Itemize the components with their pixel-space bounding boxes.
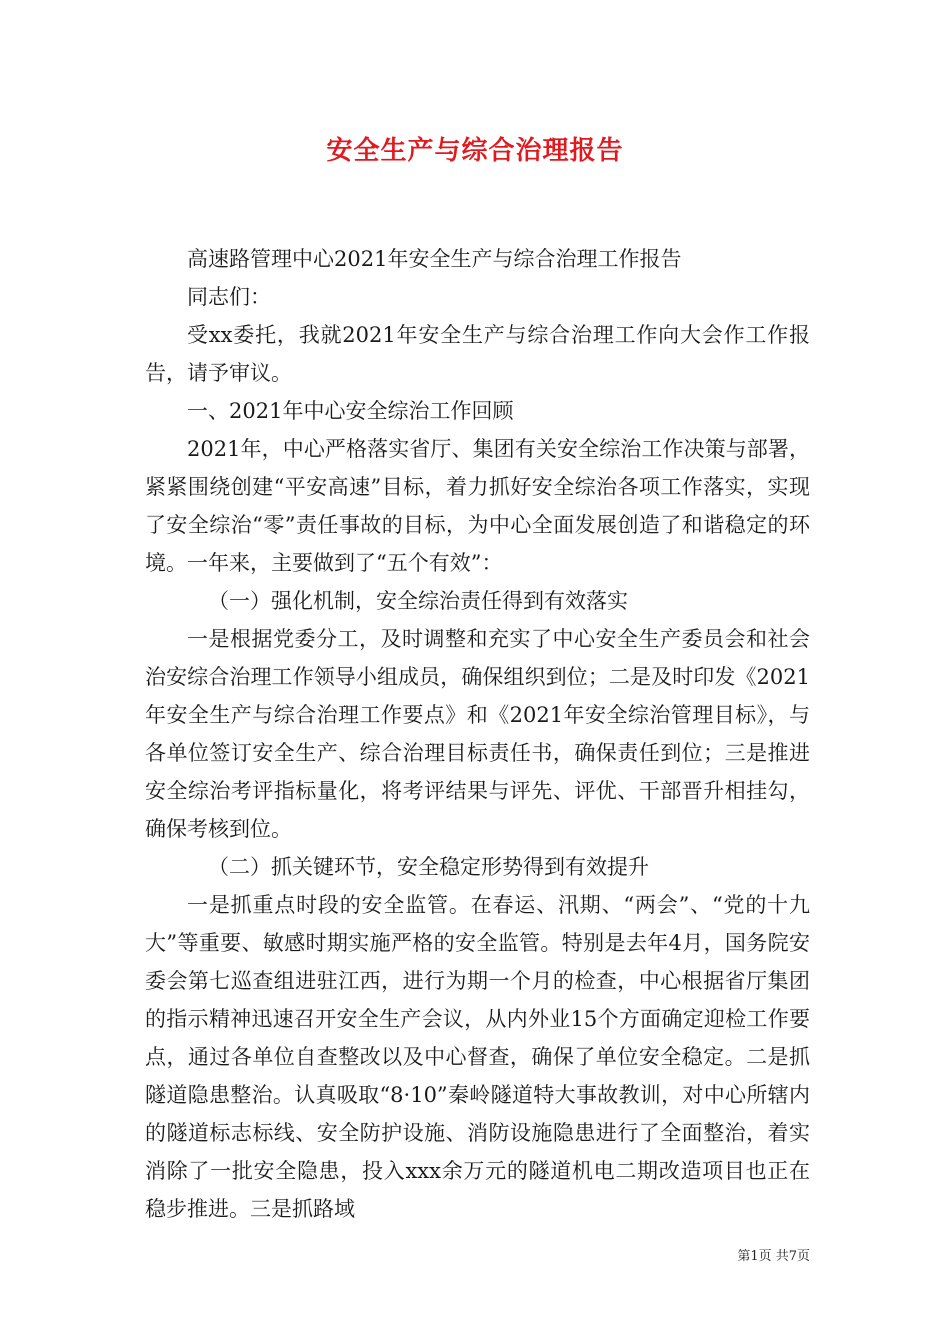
section-heading-1: 一、2021年中心安全综治工作回顾 [187,399,514,423]
document-title: 安全生产与综合治理报告 [326,136,624,166]
salutation: 同志们： [187,285,271,309]
paragraph-review: 2021年，中心严格落实省厅、集团有关安全综治工作决策与部署，紧紧围绕创建“平安高速”目标，着力抓好安全综治各项工作落实，实现了安全综治“零”责任事故的目标，为中心全面发展创造了和谐稳定的环境。一年来，主要做到了“五个有效”： [145,437,810,575]
paragraph-mechanism: 一是根据党委分工，及时调整和充实了中心安全生产委员会和社会治安综合治理工作领导小组成员，确保组织到位；二是及时印发《2021年安全生产与综合治理工作要点》和《2021年安全综治管理目标》，与各单位签订安全生产、综合治理目标责任书，确保责任到位；三是推进安全综治考评指标量化，将考评结果与评先、评优、干部晋升相挂勾，确保考核到位。 [145,627,810,841]
document-body [145,240,810,1228]
paragraph-key-links: 一是抓重点时段的安全监管。在春运、汛期、“两会”、“党的十九大”等重要、敏感时期实施严格的安全监管。特别是去年4月，国务院安委会第七巡查组进驻江西，进行为期一个月的检查，中心根据省厅集团的指示精神迅速召开安全生产会议，从内外业15个方面确定迎检工作要点，通过各单位自查整改以及中心督查，确保了单位安全稳定。二是抓隧道隐患整治。认真吸取“8·10”秦岭隧道特大事故教训，对中心所辖内的隧道标志标线、安全防护设施、消防设施隐患进行了全面整治，着实消除了一批安全隐患，投入xxx余万元的隧道机电二期改造项目也正在稳步推进。三是抓路域 [145,893,810,1221]
subsection-heading-1: （一）强化机制，安全综治责任得到有效落实 [208,589,628,613]
subsection-heading-2: （二）抓关键环节，安全稳定形势得到有效提升 [208,855,649,879]
report-heading: 高速路管理中心2021年安全生产与综合治理工作报告 [187,247,682,271]
paragraph-intro: 受xx委托，我就2021年安全生产与综合治理工作向大会作工作报告，请予审议。 [145,323,810,385]
page-number: 第1页 共7页 [737,1249,810,1264]
